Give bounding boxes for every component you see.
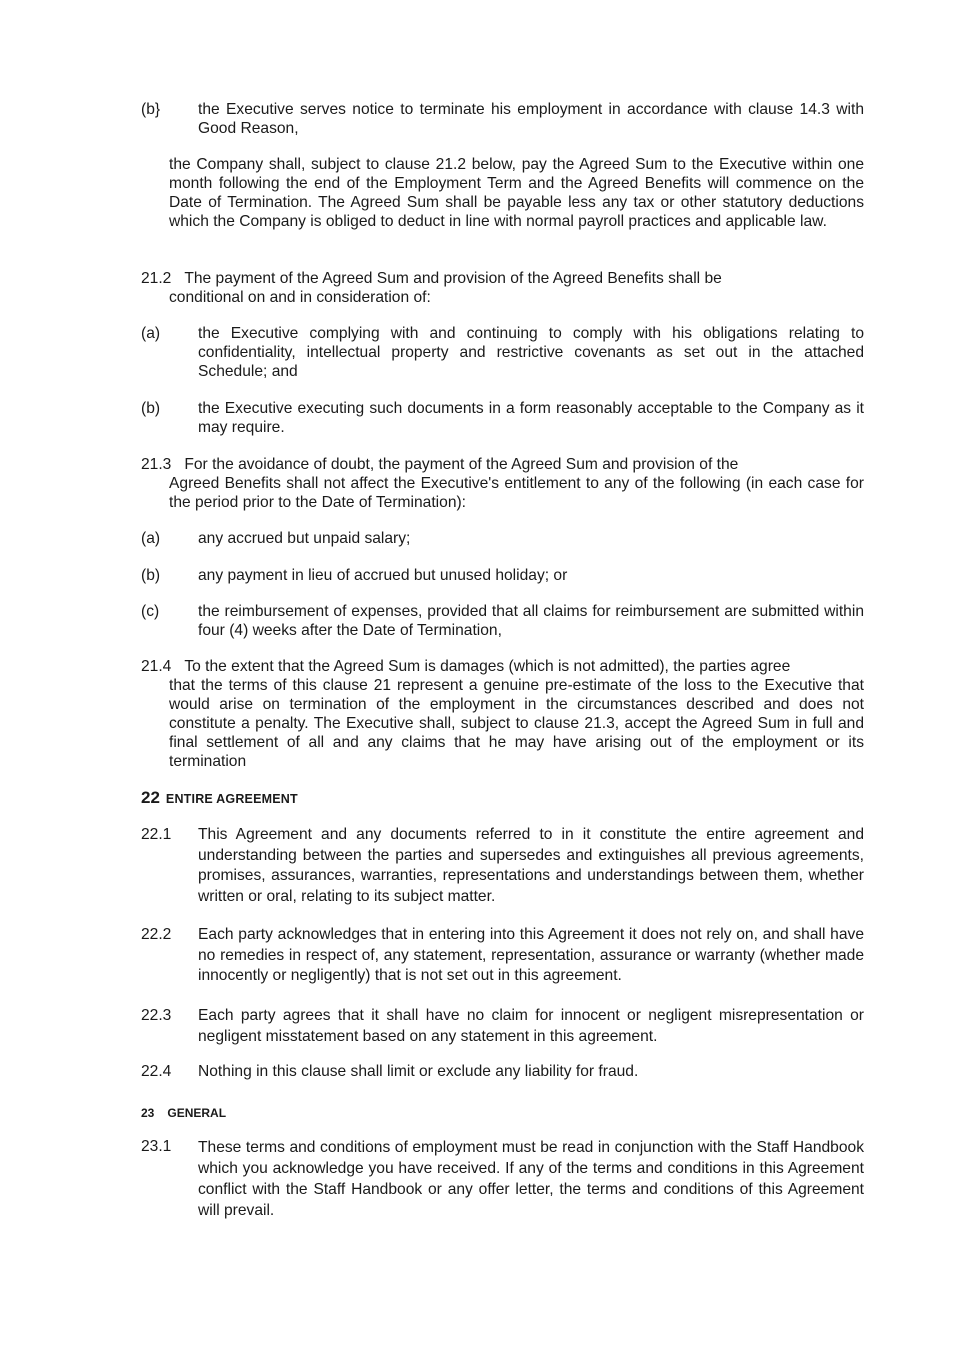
item-text: the reimbursement of expenses, provided that all claims for reimbursement are submitted within four (4) weeks after the Date of Termination, xyxy=(198,603,864,639)
item-text: the Executive serves notice to terminate his employment in accordance with clause 14.3 with Good Reason, xyxy=(198,101,864,137)
clause-first-line: For the avoidance of doubt, the payment of the Agreed Sum and provision of the xyxy=(184,456,739,473)
clause-text: These terms and conditions of employment must be read in conjunction with the Staff Handbook which you acknowledge you have received. If any of the terms and conditions in this Agreement conflict with the Staff Handbook or any offer letter, the terms and conditions of this Agreement will prevail. xyxy=(198,1139,864,1219)
clause-number: 21.3 xyxy=(141,456,172,473)
item-label: (b) xyxy=(141,567,161,584)
clause-text: Each party agrees that it shall have no claim for innocent or negligent misrepresentation or negligent misstatement based on any statement in this agreement. xyxy=(198,1007,864,1045)
clause-21-1-continuation: the Company shall, subject to clause 21.2 below, pay the Agreed Sum to the Executive within one month following the end of the Employment Term and the Agreed Benefits will commence on the Date of Termination. The Agreed Sum shall be payable less any tax or other statutory deductions which the Company is obliged to deduct in line with normal payroll practices and applicable law. xyxy=(169,156,864,230)
clause-text: Each party acknowledges that in entering into this Agreement it does not rely on, and shall have no remedies in respect of, any statement, representation, assurance or warranty (whether made innocently or negligently) that is not set out in this agreement. xyxy=(198,926,864,984)
section-title: GENERAL xyxy=(167,1106,227,1120)
clause-21-4-rest: that the terms of this clause 21 represent a genuine pre-estimate of the loss to the Executive that would arise on termination of the employment in the circumstances described and does not constitute a penalty. The Executive shall, subject to clause 21.3, accept the Agreed Sum in full and final settlement of all and any claims that he may have arising out of the employment or its termination xyxy=(169,677,864,770)
item-label: (b} xyxy=(141,101,161,118)
section-title: ENTIRE AGREEMENT xyxy=(165,792,298,806)
clause-number: 23.1 xyxy=(141,1138,172,1155)
section-heading-22 xyxy=(141,788,298,809)
clause-number: 22.1 xyxy=(141,826,172,843)
clause-number: 21.4 xyxy=(141,658,172,675)
clause-21-3-rest: Agreed Benefits shall not affect the Executive's entitlement to any of the following (in each case for the period prior to the Date of Termination): xyxy=(169,475,864,511)
clause-number: 22.4 xyxy=(141,1063,172,1080)
section-number: 22 xyxy=(141,788,160,807)
clause-text: Nothing in this clause shall limit or exclude any liability for fraud. xyxy=(198,1063,639,1080)
clause-21-2-rest: conditional on and in consideration of: xyxy=(169,289,431,306)
item-text: the Executive executing such documents in a form reasonably acceptable to the Company as it may require. xyxy=(198,400,864,436)
item-text: any payment in lieu of accrued but unused holiday; or xyxy=(198,567,568,584)
item-label: (a) xyxy=(141,325,161,342)
clause-number: 22.2 xyxy=(141,926,172,943)
section-number: 23 xyxy=(141,1106,155,1120)
item-label: (b) xyxy=(141,400,161,417)
clause-first-line: To the extent that the Agreed Sum is damages (which is not admitted), the parties agree xyxy=(184,658,791,675)
item-text: the Executive complying with and continuing to comply with his obligations relating to confidentiality, intellectual property and restrictive covenants as set out in the attached Schedule; and xyxy=(198,325,864,380)
clause-number: 21.2 xyxy=(141,270,172,287)
item-text: any accrued but unpaid salary; xyxy=(198,530,411,547)
item-label: (c) xyxy=(141,603,160,620)
item-label: (a) xyxy=(141,530,161,547)
clause-21-3 xyxy=(141,455,864,474)
clause-21-2 xyxy=(141,269,864,288)
clause-text: This Agreement and any documents referred to in it constitute the entire agreement and understanding between the parties and supersedes and extinguishes all previous agreements, promises, assurances, warranties, representations and understandings between them, whether written or oral, relating to its subject matter. xyxy=(198,826,864,905)
clause-21-4 xyxy=(141,657,864,676)
clause-number: 22.3 xyxy=(141,1007,172,1024)
clause-first-line: The payment of the Agreed Sum and provision of the Agreed Benefits shall be xyxy=(184,270,722,287)
section-heading-23 xyxy=(141,1104,226,1123)
